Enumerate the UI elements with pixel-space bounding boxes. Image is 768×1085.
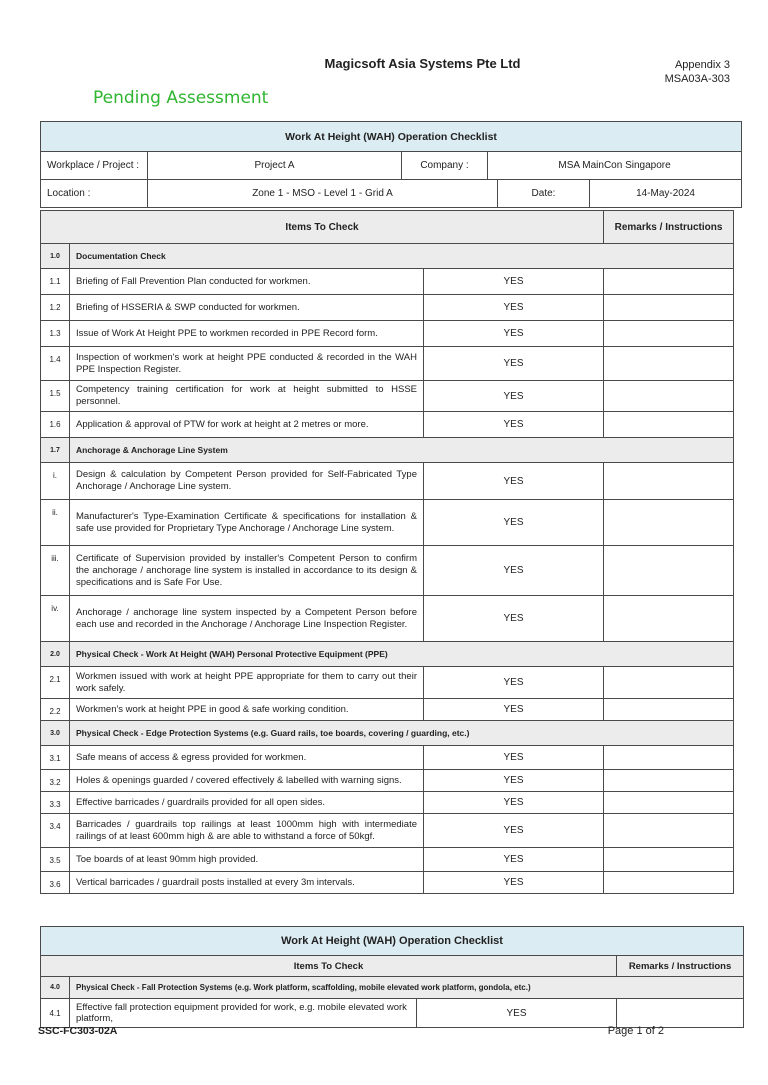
checklist-row [41, 381, 734, 412]
item-text: Holes & openings guarded / covered effectively & labelled with warning signs. [70, 770, 424, 792]
section-title: Physical Check - Fall Protection Systems (e.g. Work platform, scaffolding, mobile elevated work platform, gondola, etc.) [70, 977, 744, 999]
item-result: YES [424, 463, 604, 500]
item-result: YES [424, 269, 604, 295]
section-number: 2.0 [41, 642, 70, 667]
workplace-value: Project A [148, 152, 402, 180]
checklist-row [41, 321, 734, 347]
item-number: 1.6 [41, 412, 70, 438]
item-text: Inspection of workmen's work at height PPE conducted & recorded in the WAH PPE Inspection Register. [70, 347, 424, 381]
checklist-row [41, 746, 734, 770]
item-number: iii. [41, 546, 70, 596]
item-result: YES [417, 999, 617, 1028]
item-text: Effective fall protection equipment provided for work, e.g. mobile elevated work platform, [70, 999, 417, 1028]
section-title: Physical Check - Work At Height (WAH) Personal Protective Equipment (PPE) [70, 642, 734, 667]
item-remarks [604, 872, 734, 894]
section-row [41, 244, 734, 269]
item-result: YES [424, 746, 604, 770]
item-text: Toe boards of at least 90mm high provided. [70, 848, 424, 872]
checklist-row [41, 792, 734, 814]
item-result: YES [424, 596, 604, 642]
form-title: Work At Height (WAH) Operation Checklist [41, 122, 742, 152]
section-number: 4.0 [41, 977, 70, 999]
continuation-table [40, 926, 744, 1028]
item-text: Workmen issued with work at height PPE appropriate for them to carry out their work safely. [70, 667, 424, 699]
date-value: 14-May-2024 [590, 180, 742, 208]
checklist-row [41, 295, 734, 321]
item-result: YES [424, 321, 604, 347]
company-name: Magicsoft Asia Systems Pte Ltd [324, 56, 521, 71]
section-number: 1.0 [41, 244, 70, 269]
item-remarks [617, 999, 744, 1028]
item-number: 1.3 [41, 321, 70, 347]
appendix-ref [665, 58, 730, 86]
item-text: Safe means of access & egress provided for workmen. [70, 746, 424, 770]
item-number: i. [41, 463, 70, 500]
item-number: 3.2 [41, 770, 70, 792]
section-row [41, 642, 734, 667]
item-result: YES [424, 546, 604, 596]
item-result: YES [424, 848, 604, 872]
checklist-row [41, 699, 734, 721]
section-title: Physical Check - Edge Protection Systems (e.g. Guard rails, toe boards, covering / guarding, etc.) [70, 721, 734, 746]
checklist-row [41, 546, 734, 596]
item-result: YES [424, 412, 604, 438]
item-number: 3.5 [41, 848, 70, 872]
item-text: Manufacturer's Type-Examination Certificate & specifications for installation & safe use provided for Proprietary Type Anchorage / Anchorage Line system. [70, 500, 424, 546]
page-number: Page 1 of 2 [607, 1025, 664, 1037]
section-number: 1.7 [41, 438, 70, 463]
section-row [41, 721, 734, 746]
item-text: Issue of Work At Height PPE to workmen recorded in PPE Record form. [70, 321, 424, 347]
item-remarks [604, 746, 734, 770]
item-remarks [604, 667, 734, 699]
item-number: 3.3 [41, 792, 70, 814]
form-header-table [40, 121, 742, 208]
checklist-table [40, 210, 734, 894]
item-remarks [604, 500, 734, 546]
item-result: YES [424, 347, 604, 381]
section-title: Anchorage & Anchorage Line System [70, 438, 734, 463]
item-remarks [604, 347, 734, 381]
checklist-row [41, 269, 734, 295]
checklist-row [41, 347, 734, 381]
continuation-title: Work At Height (WAH) Operation Checklist [41, 927, 744, 956]
item-number: iv. [41, 596, 70, 642]
item-remarks [604, 792, 734, 814]
checklist-row [41, 667, 734, 699]
item-text: Anchorage / anchorage line system inspected by a Competent Person before each use and recorded in the Anchorage / Anchorage Line Inspection Register. [70, 596, 424, 642]
item-result: YES [424, 699, 604, 721]
document-code: SSC-FC303-02A [38, 1025, 118, 1037]
item-remarks [604, 848, 734, 872]
section-title: Documentation Check [70, 244, 734, 269]
item-result: YES [424, 500, 604, 546]
item-number: 3.6 [41, 872, 70, 894]
location-value: Zone 1 - MSO - Level 1 - Grid A [148, 180, 498, 208]
checklist-row [41, 596, 734, 642]
item-text: Briefing of HSSERIA & SWP conducted for workmen. [70, 295, 424, 321]
item-number: 3.1 [41, 746, 70, 770]
item-number: 1.1 [41, 269, 70, 295]
item-number: 1.2 [41, 295, 70, 321]
item-number: 1.5 [41, 381, 70, 412]
item-remarks [604, 699, 734, 721]
status-label: Pending Assessment [93, 88, 269, 108]
item-remarks [604, 770, 734, 792]
item-remarks [604, 321, 734, 347]
item-text: Competency training certification for work at height submitted to HSSE personnel. [70, 381, 424, 412]
item-result: YES [424, 667, 604, 699]
appendix-label: Appendix 3 [674, 59, 730, 71]
remarks-header: Remarks / Instructions [604, 211, 734, 244]
item-result: YES [424, 295, 604, 321]
item-text: Design & calculation by Competent Person provided for Self-Fabricated Type Anchorage / Anchorage Line system. [70, 463, 424, 500]
date-label: Date: [498, 180, 590, 208]
item-remarks [604, 381, 734, 412]
item-number: 4.1 [41, 999, 70, 1028]
document-ref: MSA03A-303 [664, 73, 730, 85]
workplace-label: Workplace / Project : [41, 152, 148, 180]
checklist-row [41, 412, 734, 438]
section-number: 3.0 [41, 721, 70, 746]
checklist-row [41, 463, 734, 500]
item-text: Barricades / guardrails top railings at least 1000mm high with intermediate railings of at least 600mm high & are able to withstand a force of 50kgf. [70, 814, 424, 848]
checklist-row [41, 848, 734, 872]
item-result: YES [424, 814, 604, 848]
company-value: MSA MainCon Singapore [488, 152, 742, 180]
section-row [41, 438, 734, 463]
item-remarks [604, 546, 734, 596]
item-number: ii. [41, 500, 70, 546]
item-text: Application & approval of PTW for work at height at 2 metres or more. [70, 412, 424, 438]
item-number: 3.4 [41, 814, 70, 848]
items-to-check-header: Items To Check [41, 211, 604, 244]
item-number: 1.4 [41, 347, 70, 381]
checklist-row [41, 872, 734, 894]
continuation-items-header: Items To Check [41, 956, 617, 977]
item-text: Workmen's work at height PPE in good & safe working condition. [70, 699, 424, 721]
item-text: Briefing of Fall Prevention Plan conducted for workmen. [70, 269, 424, 295]
item-text: Effective barricades / guardrails provided for all open sides. [70, 792, 424, 814]
location-label: Location : [41, 180, 148, 208]
item-remarks [604, 269, 734, 295]
item-remarks [604, 596, 734, 642]
checklist-row [41, 770, 734, 792]
item-remarks [604, 412, 734, 438]
item-result: YES [424, 770, 604, 792]
item-text: Vertical barricades / guardrail posts installed at every 3m intervals. [70, 872, 424, 894]
continuation-remarks-header: Remarks / Instructions [617, 956, 744, 977]
item-number: 2.2 [41, 699, 70, 721]
checklist-row [41, 814, 734, 848]
item-text: Certificate of Supervision provided by installer's Competent Person to confirm the anchorage / anchorage line system is installed in accordance to its design & specifications and is Safe For Use. [70, 546, 424, 596]
item-result: YES [424, 872, 604, 894]
checklist-row [41, 500, 734, 546]
item-remarks [604, 463, 734, 500]
item-result: YES [424, 381, 604, 412]
item-result: YES [424, 792, 604, 814]
item-remarks [604, 295, 734, 321]
item-number: 2.1 [41, 667, 70, 699]
item-remarks [604, 814, 734, 848]
company-label: Company : [402, 152, 488, 180]
